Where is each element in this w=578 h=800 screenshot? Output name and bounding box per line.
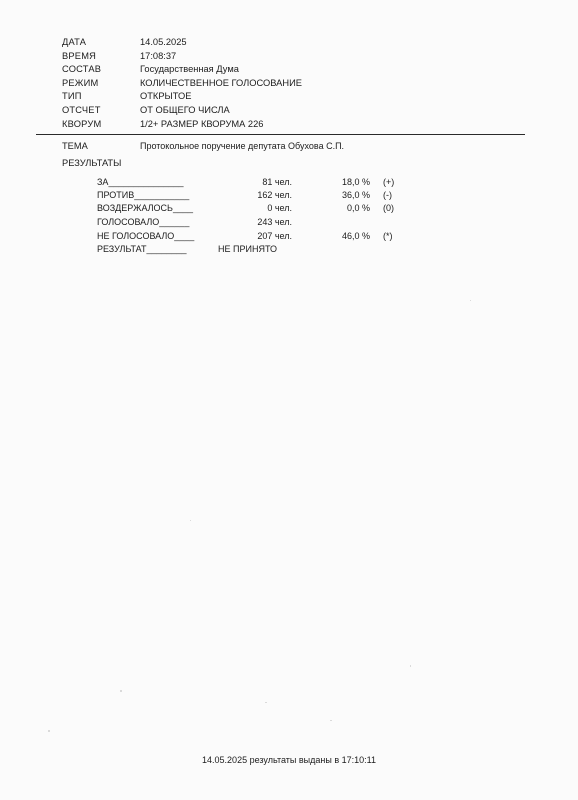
meta-value: Государственная Дума — [140, 64, 239, 75]
meta-value: 1/2+ РАЗМЕР КВОРУМА 226 — [140, 118, 264, 129]
result-symbol: (*) — [383, 231, 393, 241]
meta-label: ТИП — [62, 91, 82, 102]
topic-label: ТЕМА — [62, 141, 88, 151]
result-percent: 46,0 % — [341, 231, 370, 241]
meta-label: ВРЕМЯ — [62, 50, 97, 61]
result-row-voted — [0, 217, 578, 230]
result-percent: 36,0 % — [341, 190, 370, 200]
results-title: РЕЗУЛЬТАТЫ — [62, 158, 122, 168]
outcome-label: РЕЗУЛЬТАТ________ — [97, 244, 187, 254]
meta-label: СОСТАВ — [62, 64, 102, 75]
meta-label: РЕЖИМ — [62, 77, 99, 88]
meta-value: 17:08:37 — [140, 50, 177, 61]
result-count: 207 чел. — [257, 231, 292, 241]
meta-value: КОЛИЧЕСТВЕННОЕ ГОЛОСОВАНИЕ — [140, 77, 302, 88]
meta-label: ДАТА — [62, 37, 87, 47]
result-label: ГОЛОСОВАЛО______ — [97, 217, 190, 227]
result-row-for — [0, 177, 578, 190]
result-label: НЕ ГОЛОСОВАЛО____ — [97, 231, 195, 241]
divider-line — [36, 134, 525, 135]
result-symbol: (+) — [383, 177, 395, 187]
result-row-against — [0, 190, 578, 203]
result-percent: 0,0 % — [346, 203, 370, 213]
meta-label: КВОРУМ — [62, 118, 102, 129]
result-label: ВОЗДЕРЖАЛОСЬ____ — [97, 203, 193, 213]
meta-value: ОТКРЫТОЕ — [140, 91, 192, 102]
result-symbol: (0) — [383, 203, 394, 213]
result-label: ЗА_______________ — [97, 177, 184, 187]
meta-value: 14.05.2025 — [140, 37, 187, 47]
result-symbol: (-) — [383, 190, 392, 200]
result-row-not-voted — [0, 231, 578, 244]
topic-value: Протокольное поручение депутата Обухова С.П. — [140, 141, 345, 151]
meta-label: ОТСЧЕТ — [62, 104, 101, 115]
result-count: 0 чел. — [267, 203, 292, 213]
result-count: 243 чел. — [257, 217, 292, 227]
result-percent: 18,0 % — [341, 177, 370, 187]
issued-footer: 14.05.2025 результаты выданы в 17:10:11 — [202, 755, 376, 765]
result-count: 81 чел. — [262, 177, 292, 187]
outcome-value: НЕ ПРИНЯТО — [218, 244, 278, 254]
meta-value: ОТ ОБЩЕГО ЧИСЛА — [140, 104, 230, 115]
result-row-outcome — [0, 244, 578, 257]
result-count: 162 чел. — [257, 190, 292, 200]
result-row-abstained — [0, 203, 578, 216]
result-label: ПРОТИВ___________ — [97, 190, 190, 200]
